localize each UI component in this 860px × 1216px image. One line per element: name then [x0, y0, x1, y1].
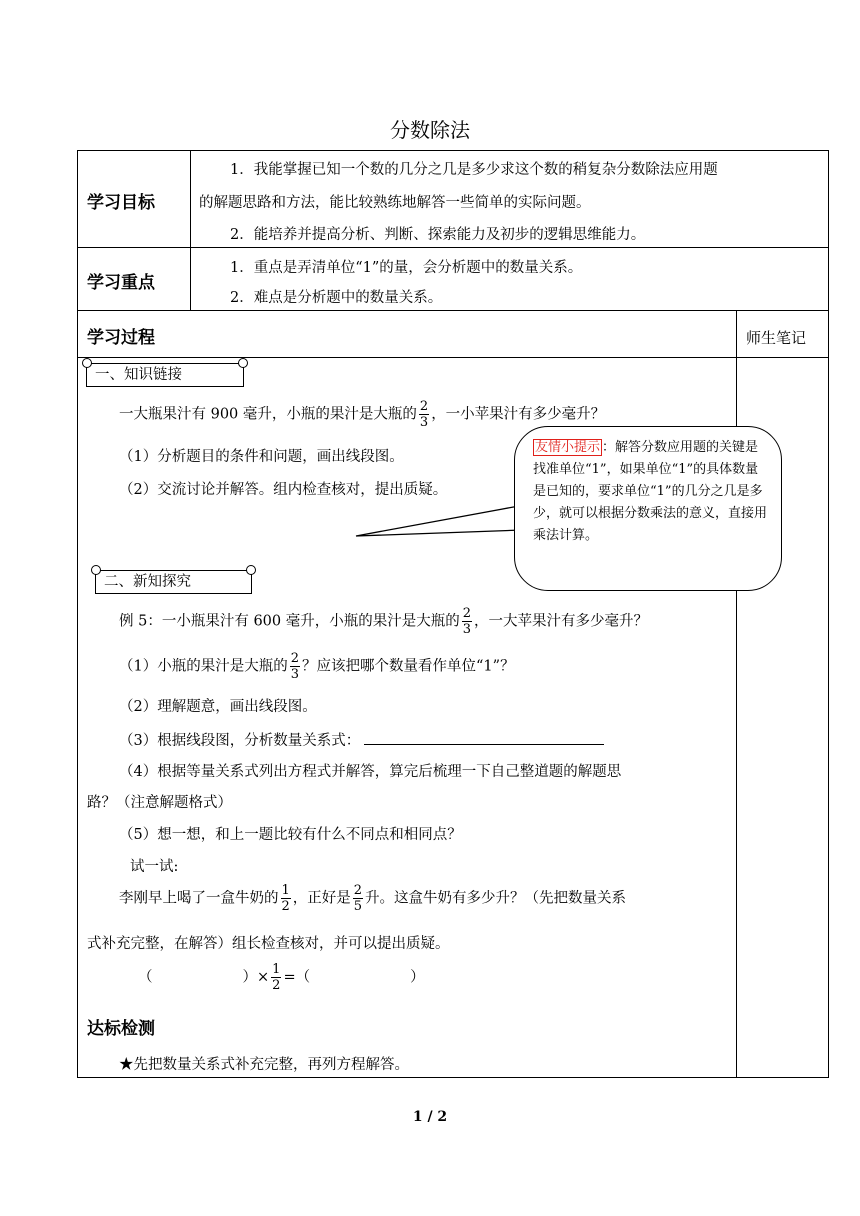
- warmup-question: [119, 399, 605, 430]
- equals-sign: =（: [283, 969, 311, 986]
- section-label-text: 二、新知探究: [104, 574, 191, 590]
- warmup-step-1: （1）分析题目的条件和问题，画出线段图。: [119, 449, 404, 465]
- table-border-right: [828, 150, 829, 1078]
- problem-text: 李刚早上喝了一盒牛奶的: [119, 890, 279, 907]
- step-4a: （4）根据等量关系式列出方程式并解答，算完后梳理一下自己整道题的解题思: [119, 764, 622, 780]
- table-border-left: [77, 150, 78, 1078]
- step-3: [119, 730, 604, 751]
- example-5: [119, 606, 648, 637]
- fraction: $\frac{2}{3}$: [462, 606, 472, 637]
- problem-text: 升。这盒牛奶有多少升？（先把数量关系: [365, 890, 627, 907]
- focus-1: 1．重点是弄清单位“1”的量，会分析题中的数量关系。: [230, 260, 583, 276]
- try-problem-line2: 式补充完整，在解答）组长检查核对，并可以提出质疑。: [87, 936, 450, 952]
- page-number: 1 / 2: [412, 1109, 448, 1125]
- process-header: 学习过程: [87, 328, 155, 348]
- fraction: $\frac{1}{2}$: [272, 962, 281, 993]
- focus-2: 2．难点是分析题中的数量关系。: [230, 290, 443, 306]
- step-1: [119, 651, 515, 682]
- section-label-text: 一、知识链接: [95, 367, 182, 383]
- fraction: $\frac{1}{2}$: [281, 883, 290, 914]
- fraction: $\frac{2}{3}$: [419, 399, 429, 430]
- table-border-bottom: [77, 1077, 829, 1078]
- section-label-new: [95, 570, 252, 594]
- header-col-divider: [190, 150, 191, 311]
- fraction: $\frac{2}{5}$: [353, 883, 363, 914]
- focus-header: 学习重点: [87, 273, 155, 293]
- fraction: $\frac{2}{3}$: [290, 651, 300, 682]
- question-text: 一大瓶果汁有 900 毫升，小瓶的果汁是大瓶的: [119, 406, 417, 423]
- notes-header: 师生笔记: [746, 329, 807, 347]
- hint-bubble: [514, 426, 782, 591]
- goal-1b: 的解题思路和方法，能比较熟练地解答一些简单的实际问题。: [199, 195, 591, 211]
- problem-text: ，正好是: [292, 890, 351, 907]
- example-text: ，一大苹果汁有多少毫升？: [474, 613, 649, 630]
- hint-text: ：解答分数应用题的关键是找准单位“1”，如果单位“1”的具体数量是已知的，要求单位“1”的几分之几是多少，就可以根据分数乘法的意义，直接用乘法计算。: [533, 440, 768, 543]
- example-text: 例 5：一小瓶果汁有 600 毫升，小瓶的果汁是大瓶的: [119, 613, 460, 630]
- paren-close: ）: [410, 969, 425, 986]
- page-title: 分数除法: [390, 118, 470, 142]
- try-problem: [119, 883, 626, 914]
- row-divider: [77, 357, 829, 358]
- answer-blank[interactable]: [364, 730, 604, 745]
- hint-tag: 友情小提示: [535, 440, 601, 455]
- equation-template: [138, 962, 425, 993]
- step-text: （1）小瓶的果汁是大瓶的: [119, 658, 288, 675]
- times-sign: ）×: [242, 969, 270, 986]
- goal-1: 1．我能掌握已知一个数的几分之几是多少求这个数的稍复杂分数除法应用题: [230, 162, 718, 178]
- step-2: （2）理解题意，画出线段图。: [119, 699, 317, 715]
- step-text: ？应该把哪个数量看作单位“1”？: [302, 658, 515, 675]
- check-header: 达标检测: [87, 1019, 155, 1039]
- question-text: ，一小苹果汁有多少毫升？: [431, 406, 606, 423]
- bubble-tail: [354, 500, 529, 550]
- paren-open: （: [138, 969, 153, 986]
- section-label-knowledge: [86, 363, 244, 387]
- step-text: （3）根据线段图，分析数量关系式：: [119, 733, 361, 749]
- goal-2: 2．能培养并提高分析、判断、探索能力及初步的逻辑思维能力。: [230, 227, 646, 243]
- goal-header: 学习目标: [87, 193, 155, 213]
- try-heading: 试一试:: [130, 859, 179, 875]
- step-4b: 路？（注意解题格式）: [87, 795, 232, 811]
- warmup-step-2: （2）交流讨论并解答。组内检查核对，提出质疑。: [119, 482, 448, 498]
- check-instruction: ★先把数量关系式补充完整，再列方程解答。: [119, 1057, 409, 1073]
- step-5: （5）想一想，和上一题比较有什么不同点和相同点？: [119, 827, 462, 843]
